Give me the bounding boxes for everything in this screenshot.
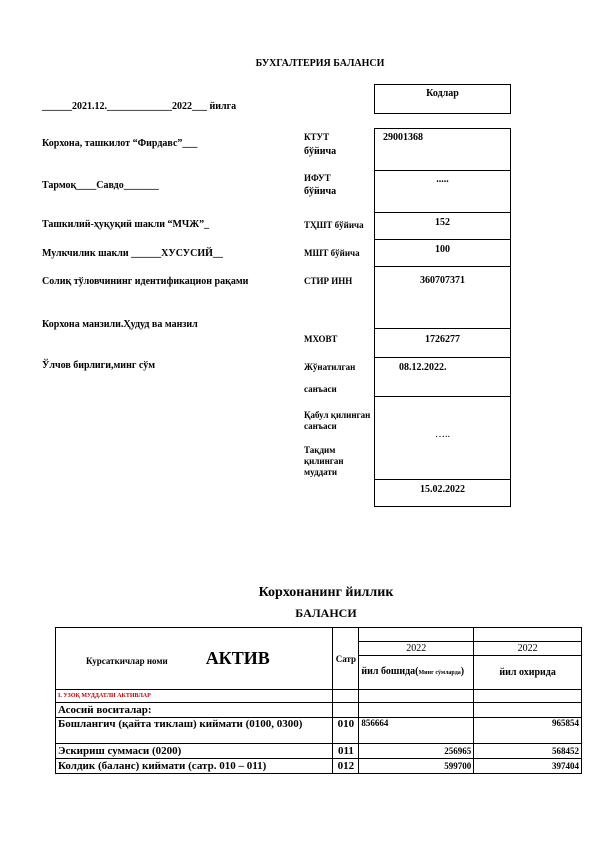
tkhsht-value: 152 <box>435 217 450 228</box>
msht-value-box <box>374 239 511 267</box>
ownership-field: Мулкчилик шакли ______ХУСУСИЙ__ <box>42 248 223 259</box>
begin-header: йил бошида(Минг сўмларда) <box>359 656 474 690</box>
year-end: 2022 <box>474 642 582 656</box>
row-end: 568452 <box>474 744 582 759</box>
ifut-suffix: бўйича <box>304 186 337 197</box>
table-row <box>56 759 582 774</box>
tkhsht-label: ТҲШТ бўйича <box>304 220 364 230</box>
table-top-row <box>56 628 582 642</box>
accepted-value: ….. <box>435 429 450 440</box>
stir-label: СТИР ИНН <box>304 276 353 286</box>
table-row <box>56 744 582 759</box>
stir-value: 360707371 <box>420 275 465 286</box>
year-begin: 2022 <box>359 642 474 656</box>
balance-title: БУХГАЛТЕРИЯ БАЛАНСИ <box>255 58 385 69</box>
row-begin: 256965 <box>359 744 474 759</box>
aktiv-label: АКТИВ <box>205 648 270 668</box>
ktut-value: 29001368 <box>383 132 423 143</box>
row-begin: 599700 <box>359 759 474 774</box>
row-code: 011 <box>333 744 359 759</box>
sent-label: Жўнатилган <box>304 362 356 372</box>
section-title: I. УЗОҚ МУДДАТЛИ АКТИВЛАР <box>56 690 333 703</box>
balance-heading-2: БАЛАНСИ <box>295 606 357 620</box>
tkhsht-value-box <box>374 212 511 240</box>
deadline-label: Тақдим қилинган муддати <box>304 445 344 477</box>
subsection-row <box>56 703 582 718</box>
msht-label: МШТ бўйича <box>304 248 360 258</box>
row-end: 397404 <box>474 759 582 774</box>
branch-field: Тармоқ____Савдо_______ <box>42 180 159 191</box>
section-row <box>56 690 582 703</box>
ifut-value-box <box>374 170 511 213</box>
ifut-value: ..... <box>436 174 449 185</box>
row-code-header: Сатр <box>333 628 359 690</box>
row-name: Бошлангич (қайта тиклаш) киймати (0100, 0300) <box>56 718 333 744</box>
mkhovt-label: МХОВТ <box>304 334 338 344</box>
row-end: 965854 <box>474 718 582 744</box>
subsection-title: Асосий воситалар: <box>56 703 333 718</box>
inn-field: Солиқ тўловчининг идентификацион рақами <box>42 276 249 287</box>
row-code: 010 <box>333 718 359 744</box>
ktut-value-box <box>374 128 511 171</box>
row-begin: 856664 <box>359 718 474 744</box>
accepted-label: Қабул қилинган санъаси <box>304 410 371 431</box>
accepted-value-box <box>374 396 511 480</box>
deadline-value: 15.02.2022 <box>420 484 465 495</box>
balance-heading-1: Корхонанинг йиллик <box>258 585 394 600</box>
sent-value-box <box>374 357 511 397</box>
mkhovt-value-box <box>374 328 511 358</box>
stir-value-box <box>374 266 511 329</box>
org-field: Корхона, ташкилот “Фирдавс”___ <box>42 138 198 149</box>
msht-value: 100 <box>435 244 450 255</box>
deadline-value-box <box>374 479 511 507</box>
indicator-header: Курсаткичлар номи <box>86 656 168 666</box>
sent-label-2: санъаси <box>304 384 337 394</box>
row-name: Эскириш суммаси (0200) <box>56 744 333 759</box>
codes-header-box <box>374 84 511 114</box>
legal-form-field: Ташкилий-ҳуқуқий шакли “МЧЖ”_ <box>42 219 210 230</box>
sent-value: 08.12.2022. <box>399 362 447 373</box>
ktut-suffix: бўйича <box>304 146 337 157</box>
mkhovt-value: 1726277 <box>425 334 460 345</box>
ifut-label: ИФУТ <box>304 173 331 183</box>
row-code: 012 <box>333 759 359 774</box>
date-line: ______2021.12._____________2022___ йилга <box>42 101 237 112</box>
ktut-label: КТУТ <box>304 132 330 142</box>
row-name: Колдик (баланс) киймати (сатр. 010 – 011) <box>56 759 333 774</box>
indicator-header-cell <box>56 628 333 690</box>
codes-label: Кодлар <box>426 88 459 99</box>
address-field: Корхона манзили.Ҳудуд ва манзил <box>42 319 198 330</box>
end-header: йил охирида <box>474 656 582 690</box>
balance-table <box>55 627 582 774</box>
unit-field: Ўлчов бирлиги,минг сўм <box>42 360 156 371</box>
table-row <box>56 718 582 744</box>
